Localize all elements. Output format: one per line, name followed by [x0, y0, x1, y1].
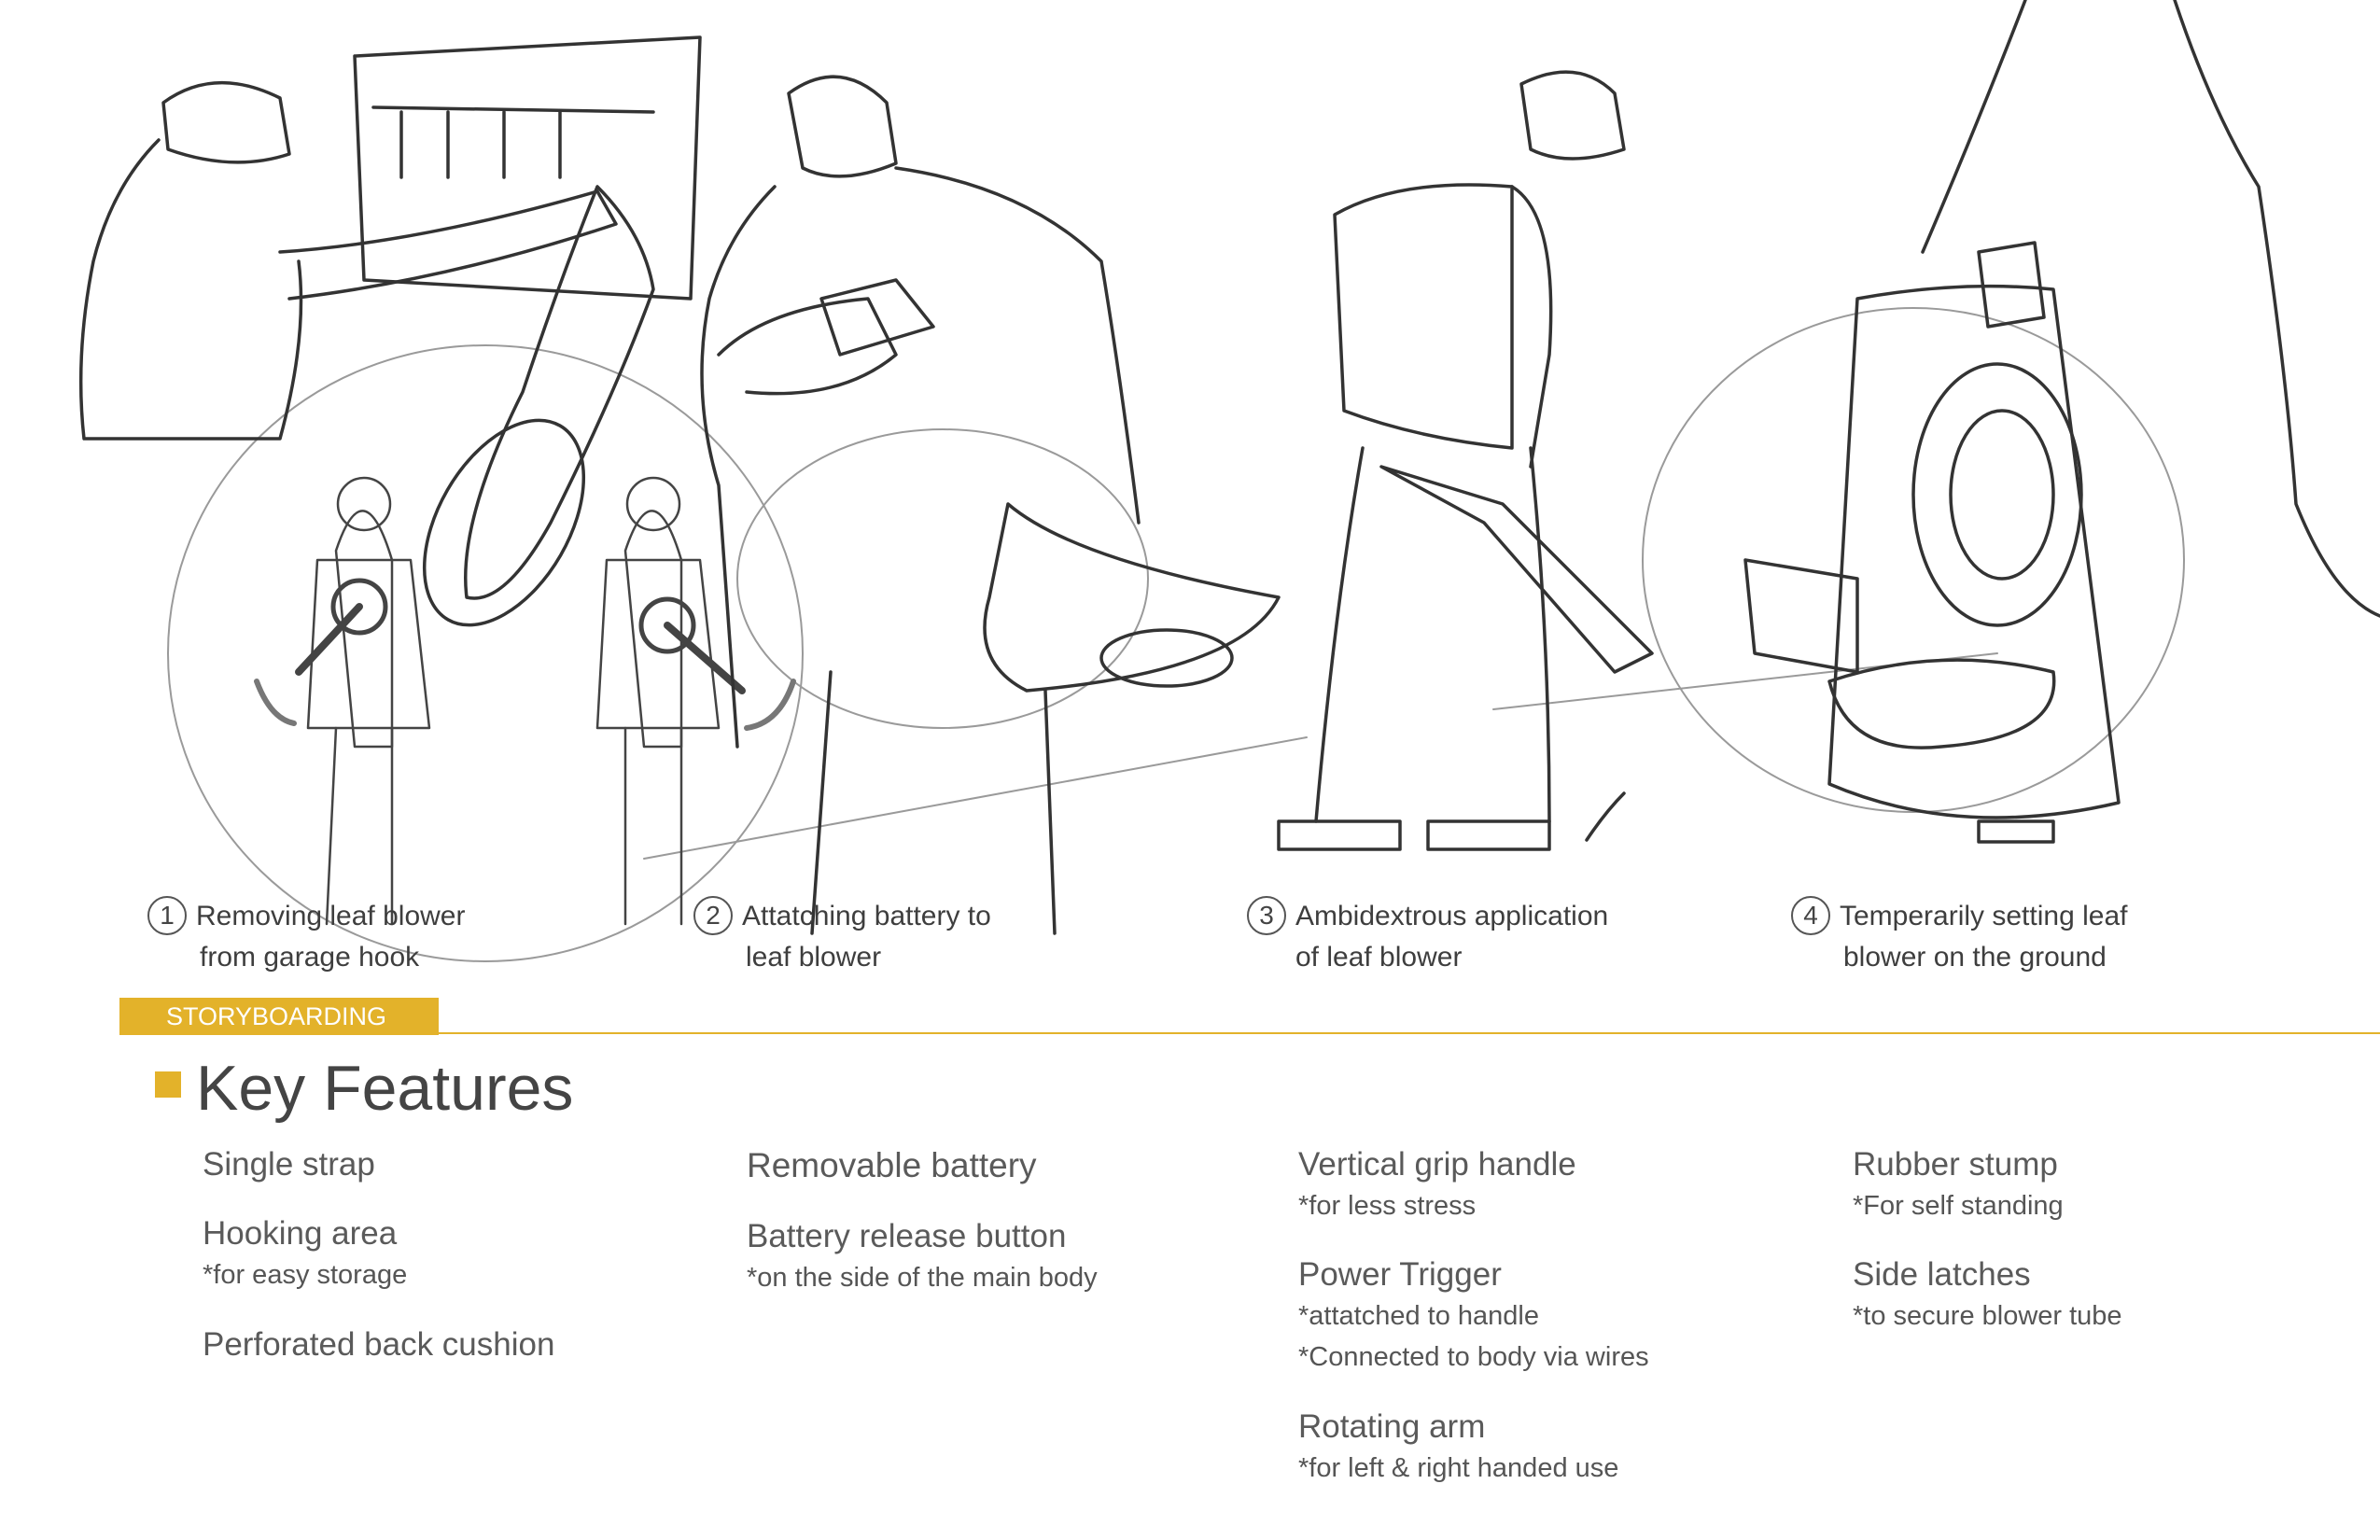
- step-caption-line2: of leaf blower: [1295, 942, 1463, 973]
- feature-battery-release: [747, 1216, 1098, 1298]
- feature-name: Vertical grip handle: [1298, 1146, 1576, 1183]
- storyboard-step-3: [1259, 896, 1609, 978]
- feature-side-latches: [1853, 1254, 2122, 1337]
- step-number: 3: [1247, 896, 1286, 935]
- scene-4-sketch: [1745, 0, 2380, 842]
- step-caption-line2: leaf blower: [746, 942, 882, 973]
- feature-name: Power Trigger: [1298, 1256, 1502, 1293]
- feature-rubber-stump: [1853, 1144, 2064, 1226]
- feature-name: Hooking area: [203, 1215, 398, 1252]
- feature-back-cushion: [203, 1324, 554, 1365]
- feature-name: Side latches: [1853, 1256, 2031, 1293]
- step-caption-line2: blower on the ground: [1843, 942, 2107, 973]
- step-caption-line2: from garage hook: [200, 942, 420, 973]
- feature-name: Single strap: [203, 1146, 375, 1183]
- feature-name: Removable battery: [747, 1146, 1037, 1184]
- storyboard-step-2: [706, 896, 991, 978]
- feature-note: *for easy storage: [203, 1260, 408, 1290]
- scene-3-sketch: [1279, 72, 1652, 849]
- step-caption-line1: Attatching battery to: [742, 901, 991, 931]
- feature-name: Rubber stump: [1853, 1146, 2058, 1183]
- feature-name: Perforated back cushion: [203, 1326, 555, 1363]
- feature-removable-battery: [747, 1145, 1037, 1186]
- storyboard-step-1: [160, 896, 466, 978]
- feature-hooking-area: [203, 1213, 407, 1295]
- storyboard-step-4: [1803, 896, 2128, 978]
- feature-vertical-grip: [1298, 1144, 1576, 1226]
- feature-note: *for left & right handed use: [1298, 1453, 1619, 1483]
- feature-note: *For self standing: [1853, 1191, 2064, 1221]
- feature-note: *for less stress: [1298, 1191, 1477, 1221]
- feature-rotating-arm: [1298, 1407, 1618, 1489]
- section-marker: [155, 1071, 181, 1098]
- rotation-diagram: [257, 478, 793, 924]
- feature-note: *Connected to body via wires: [1298, 1342, 1649, 1372]
- step-caption-line1: Temperarily setting leaf: [1840, 901, 2128, 931]
- feature-name: Battery release button: [747, 1218, 1067, 1254]
- section-divider: [439, 1032, 2380, 1034]
- key-features-title: Key Features: [196, 1053, 574, 1124]
- step-caption-line1: Ambidextrous application: [1295, 901, 1609, 931]
- step-number: 4: [1791, 896, 1830, 935]
- storyboarding-tab: STORYBOARDING: [119, 998, 439, 1035]
- feature-note: *attatched to handle: [1298, 1301, 1539, 1331]
- scene-2-sketch: [702, 77, 1279, 933]
- feature-name: Rotating arm: [1298, 1408, 1486, 1445]
- feature-single-strap: [203, 1144, 375, 1185]
- step-number: 2: [693, 896, 733, 935]
- feature-power-trigger: [1298, 1254, 1649, 1378]
- step-caption-line1: Removing leaf blower: [196, 901, 466, 931]
- feature-note: *on the side of the main body: [747, 1263, 1098, 1293]
- step-number: 1: [147, 896, 187, 935]
- feature-note: *to secure blower tube: [1853, 1301, 2122, 1331]
